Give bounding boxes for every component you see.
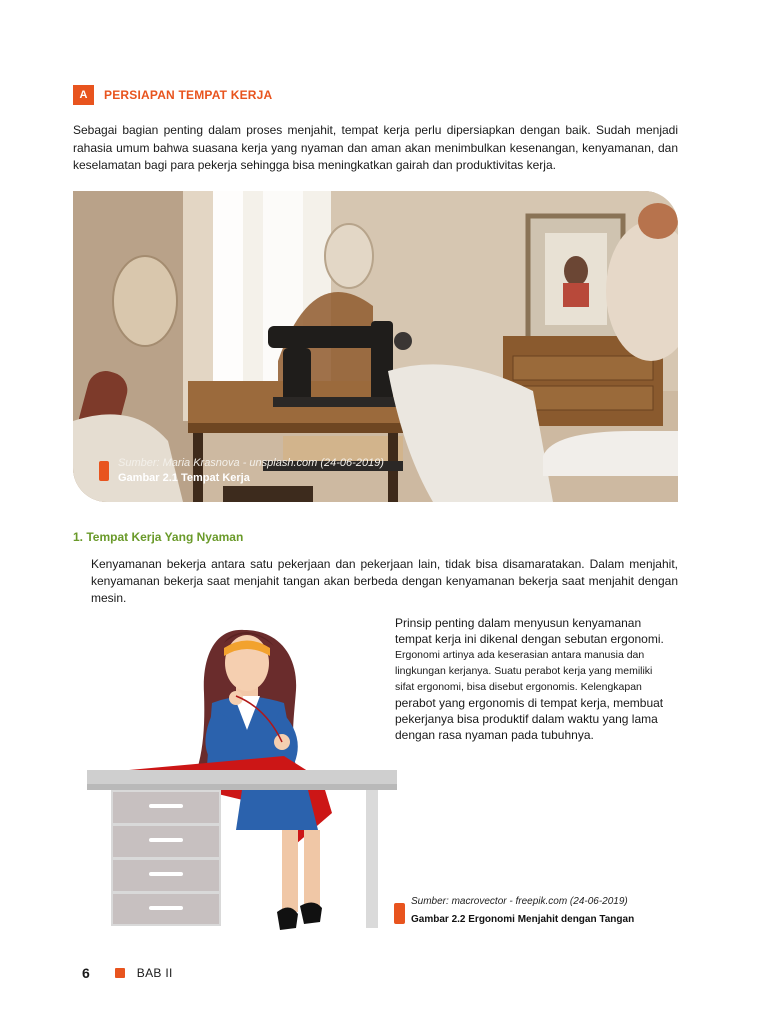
subsection-title: 1. Tempat Kerja Yang Nyaman	[73, 530, 244, 544]
section-heading	[73, 85, 272, 105]
ergonomics-line: pekerjanya bisa produktif dalam waktu yang lama	[395, 712, 658, 726]
ergonomics-line: Ergonomi artinya ada keserasian antara manusia dan	[395, 649, 645, 661]
caption-marker	[99, 461, 109, 481]
section-letter-badge: A	[73, 85, 94, 105]
caption-marker	[394, 903, 405, 924]
figure2-source: Sumber: macrovector - freepik.com (24-06-2019)	[411, 896, 628, 907]
ergonomics-line: lingkungan kerjanya. Suatu perabot kerja yang memiliki	[395, 665, 653, 677]
section-title: PERSIAPAN TEMPAT KERJA	[104, 88, 273, 102]
paragraph-comfort: Kenyamanan bekerja antara satu pekerjaan dan pekerjaan lain, tidak bisa disamaratakan. Dalam menjahit, kenyamanan bekerja saat menjahit tangan akan berbeda dengan kenyamanan bekerja saat menjahit dengan mesin.	[91, 557, 678, 605]
ergonomics-line: perabot yang ergonomis di tempat kerja, membuat	[395, 696, 664, 710]
figure2-caption: Gambar 2.2 Ergonomi Menjahit dengan Tangan	[411, 914, 635, 925]
workplace-photo-illustration	[73, 191, 678, 502]
woman-sewing-figure	[84, 618, 400, 936]
ergonomics-line: tempat kerja ini dikenal dengan sebutan ergonomi.	[395, 632, 664, 646]
chapter-label: BAB II	[136, 966, 173, 980]
page-number: 6	[82, 965, 90, 981]
figure1-caption: Gambar 2.1 Tempat Kerja	[118, 472, 250, 484]
footer-marker	[115, 968, 125, 978]
ergonomics-line: Prinsip penting dalam menyusun kenyamanan	[395, 616, 642, 630]
intro-paragraph: Sebagai bagian penting dalam proses menjahit, tempat kerja perlu dipersiapkan dengan baik. Sudah menjadi rahasia umum bahwa suasana kerja yang nyaman dan aman akan menimbulkan kesenangan, kenyamanan, dan keselamatan bagi para pekerja sehingga bisa meningkatkan gairah dan produktivitas kerja.	[73, 123, 678, 172]
ergonomics-line: sifat ergonomi, bisa disebut ergonomis. Kelengkapan	[395, 681, 642, 693]
figure1-source: Sumber: Maria Krasnova - unsplash.com (24-06-2019)	[118, 457, 384, 469]
paragraph-ergonomics	[395, 615, 685, 743]
ergonomic-sewing-illustration	[84, 618, 400, 936]
workplace-photo	[73, 191, 678, 502]
ergonomics-line: dengan rasa nyaman pada tubuhnya.	[395, 728, 594, 742]
page-footer	[82, 965, 173, 981]
